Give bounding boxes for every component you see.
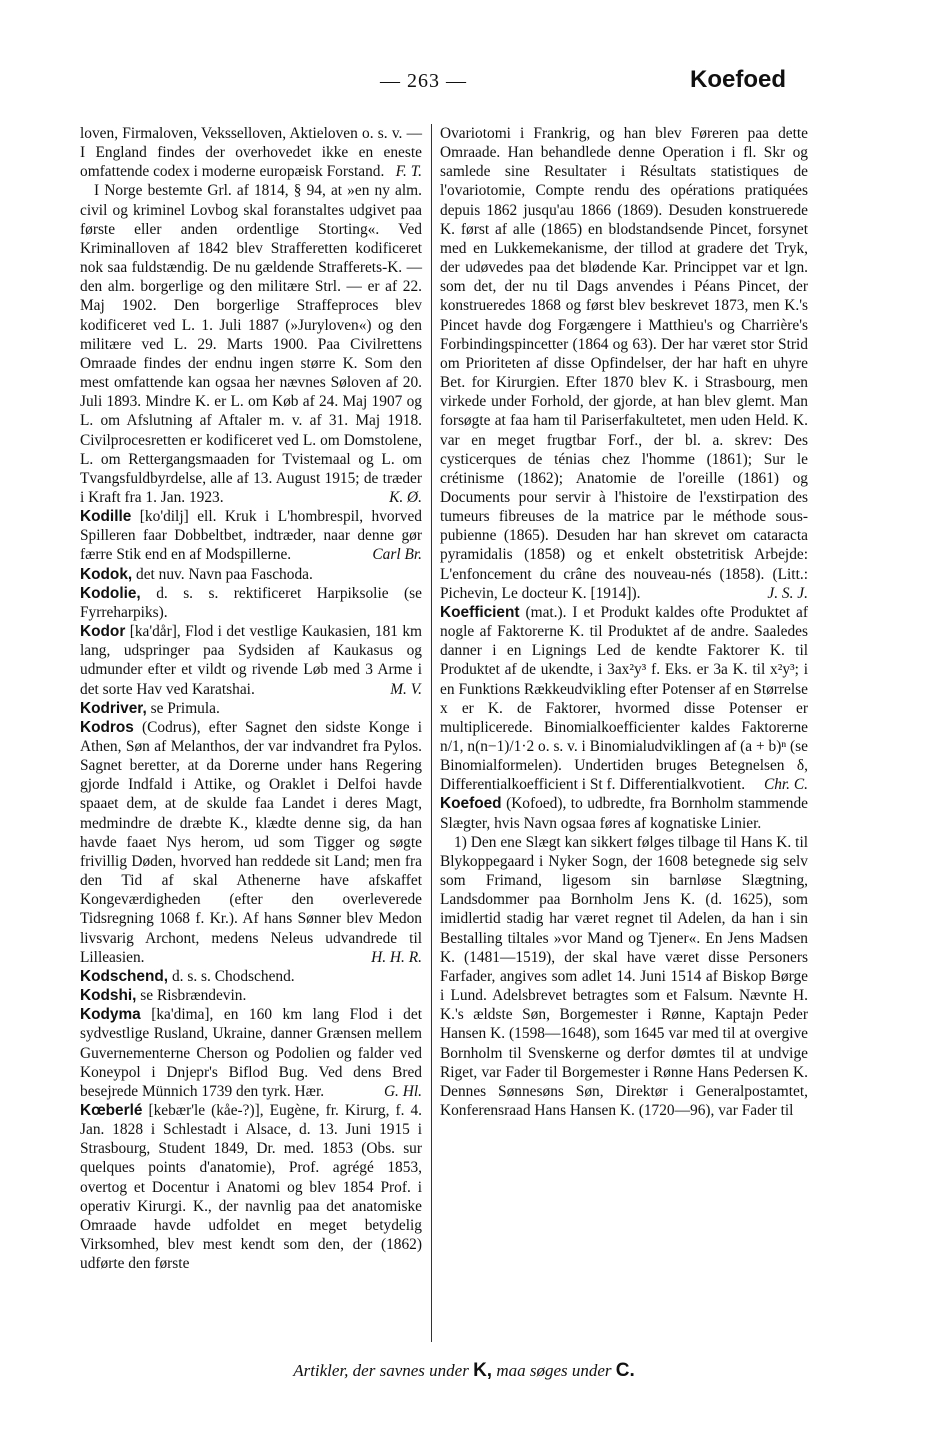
entry-koefficient: Koefficient (mat.). I et Produkt kaldes ofte Produktet af nogle af Faktorerne K. til Produktet af de andre. Saaledes danner i en Lignings Led de kendte Faktorer K. til Produktet af de ukendte, i 3ax²y³ f. Eks. er 3a K. til x²y³; i en Funktions Rækkeudvikling efter Potenser af en Størrelse x er K. de Faktorer, hvormed disse Potenser er multiplicerede. Binomialkoefficienter kaldes Faktorerne n/1, n(n−1)/1·2 o. s. v. i Binomialudviklingen af (a + b)ⁿ (se Binomialformelen). Undertiden bruges Betegnelsen δ, Differentialkoefficient i St f. Differentialkvotient. Chr. C. xyxy=(440,603,808,794)
paragraph-koefoed-1: 1) Den ene Slægt kan sikkert følges tilbage til Hans K. til Blykoppegaard i Nyker Sogn, der 1608 betegnede sig selv som Frimand, ligesom sin barnløse Slægtning, Landsdommer paa Bornholm Jens K. (d. 1625), som imidlertid stadig har været regnet til Adelen, da han i sin Bestalling tiltales »vor Mand og Tjener«. En Jens Madsen K. (1481—1519), der skal have været disse Personers Farfader, angives som adlet 14. Juni 1514 af Biskop Børge i Lund. Adelsbrevet betragtes som et Falsum. Nævnte H. K.'s ældste Søn, Borgemester i Rønne, Kaptajn Peder Hansen K. (1598—1648), som 1645 var med til at overgive Bornholm til Svenskerne og derfor dømtes til at undvige Riget, var Fader til Borgemester i Rønne Hans Pedersen K. Dennes Sønnesøns Søn, Direktør i Generalpostamtet, Konferensraad Hans Hansen K. (1720—96), var Fader til xyxy=(440,833,808,1119)
headword: Kœberlé xyxy=(80,1101,143,1119)
author-signature: H. H. R. xyxy=(371,948,422,966)
author-signature: G. Hl. xyxy=(383,1082,422,1100)
entry-kodok: Kodok, det nuv. Navn paa Faschoda. xyxy=(80,565,313,583)
headword: Koefoed xyxy=(440,795,502,813)
headword: Kodshi, xyxy=(80,987,137,1005)
headword: Koefficient xyxy=(440,603,520,621)
author-signature: M. V. xyxy=(390,680,422,698)
entry-koefoed: Koefoed (Kofoed), to udbredte, fra Bornholm stammende Slægter, hvis Navn ogsaa føres af kognatiske Linier. xyxy=(440,795,808,832)
entry-koeberle-continued: Ovariotomi i Frankrig, og han blev Føreren paa dette Omraade. Han behandlede denne Operation i fl. Skr og samlede sine Resultater i Résultats statistiques de l'ovariotomie, Compte rendu des opérations pratiquées depuis 1862 jusqu'au 1866 (1869). Desuden konstruerede K. først af alle (1865) en blodstandsende Pincet, forsynet med en Lukkemekanisme, der tillod at gradere det Tryk, der udøvedes paa det blødende Kar. Princippet var et lgn. som det, der nu til Dags anvendes i Péans Pincet, der konstrueredes 1868 og først blev beskrevet 1873, men K.'s Pincet havde dog Forgængere i Matthieu's og Charrière's Forbindingspincetter (1864 og 63). Der har været stor Strid om Prioriteten af disse Opfindelser, der har haft en uhyre Bet. for Kirurgien. Efter 1870 blev K. i Strasbourg, men virkede under Forhold, der gjorde, at han blev glemt. Man forsøgte at faa ham til Pariserfakultetet, men uden Held. K. var en meget frugtbar Forf., der bl. a. skrev: Des cysticerques de ténias chez l'homme (1861); Sur le crétinisme (1862); Anatomie de l'oreille (1861) og Documents pour servir à l'histoire de l'exstirpation des tumeurs fibreuses de la matrice par le méthode sous-pubienne (1865). Desuden har han skrevet om cataracta pyramidalis (1858) og et enkelt obstetritisk Arbejde: L'enfoncement du crâne des nouveau-nés (1858). (Litt.: Pichevin, Le docteur K. [1914]). J. S. J. xyxy=(440,125,808,602)
page-header xyxy=(0,66,928,100)
running-head: Koefoed xyxy=(690,66,786,93)
entry-kodolie: Kodolie, d. s. s. rektificeret Harpiksolie (se Fyrreharpiks). xyxy=(80,584,422,621)
headword: Kodolie, xyxy=(80,584,141,602)
entry-kodschend: Kodschend, d. s. s. Chodschend. xyxy=(80,967,295,985)
entry-kodor: Kodor [ka'dår], Flod i det vestlige Kaukasien, 181 km lang, udspringer paa Sydsiden af Kaukasus og udmunder efter et vildt og rivende Løb med 3 Arme i det sorte Hav ved Karatshai. M. V. xyxy=(80,623,423,698)
left-column xyxy=(80,124,422,1273)
headword: Kodok, xyxy=(80,565,133,583)
right-column xyxy=(440,124,808,1120)
headword: Kodschend, xyxy=(80,967,169,985)
headword: Kodor xyxy=(80,623,126,641)
author-signature: Carl Br. xyxy=(372,546,422,564)
headword: Kodriver, xyxy=(80,699,147,717)
headword: Kodyma xyxy=(80,1006,141,1024)
entry-kodshi: Kodshi, se Risbrændevin. xyxy=(80,987,247,1005)
headword: Kodille xyxy=(80,508,132,526)
page-number: — 263 — xyxy=(380,70,467,92)
entry-kodille: Kodille [ko'dilj] ell. Kruk i L'hombrespil, hvorved Spilleren faar Dobbeltbet, indtræder, naar denne gør færre Stik end en af Modspillerne. Carl Br. xyxy=(80,508,422,564)
author-signature: J. S. J. xyxy=(767,584,808,602)
entry-koeberle: Kœberlé [kebær'le (kåe-?)], Eugène, fr. Kirurg, f. 4. Jan. 1828 i Schlestadt i Alsace, d. 13. Juni 1915 i Strasbourg, Student 1849, Dr. med. 1853 (Obs. sur quelques points d'anatomie), Prof. agrégé 1853, overtog et Docentur i Anatomi og blev 1854 Prof. i operativ Kirurgi. K., der navnlig paa det anatomiske Omraade havde udfoldet en meget betydelig Virksomhed, blev mest kendt som den, der (1862) udførte den første xyxy=(80,1101,422,1273)
paragraph-norge: I Norge bestemte Grl. af 1814, § 94, at »en ny alm. civil og kriminel Lovbog skal foranstaltes udgivet paa første eller anden ordentlige Storting«. Ved Kriminalloven af 1842 blev Strafferetten kodificeret nok saa fuldstændig. De nu gældende Strafferets-K. — den alm. borgerlige og den militære Strl. — er af 22. Maj 1902. Den borgerlige Straffeproces blev kodificeret ved L. 1. Juli 1887 (»Juryloven«) og den militære ved L. 29. Marts 1900. Paa Civilrettens Omraade findes der endnu ingen større K. Som den mest omfattende kan ogsaa her nævnes Søloven af 20. Juli 1893. Mindre K. er L. om Køb af 24. Maj 1907 og L. om Afslutning af Aftaler m. v. af 31. Maj 1918. Civilprocesretten er kodificeret ved L. om Domstolene, L. om Rettergangsmaaden for Tvistemaal og L. om Tvangsfuldbyrdelse, alle af 13. August 1915; de træder i Kraft fra 1. Jan. 1923. K. Ø. xyxy=(80,182,422,506)
entry-intro: loven, Firmaloven, Veksselloven, Aktieloven o. s. v. — I England findes der overhovedet ikke en eneste omfattende codex i moderne europæisk Forstand. F. T. xyxy=(80,125,422,181)
entry-kodriver: Kodriver, se Primula. xyxy=(80,699,220,717)
author-signature: Chr. C. xyxy=(763,776,808,794)
entry-kodyma: Kodyma [ka'dima], en 160 km lang Flod i det sydvestlige Rusland, Ukraine, danner Grænsen mellem Guvernementerne Cherson og Podolien og falder ved Koneypol i Dnjepr's Biflod Bug. Ved dens Bred besejrede Münnich 1739 den tyrk. Hær. G. Hl. xyxy=(80,1006,422,1100)
entry-kodros: Kodros (Codrus), efter Sagnet den sidste Konge i Athen, Søn af Melanthos, der var indvandret fra Pylos. Sagnet beretter, at da Dorerne under hans Regering gjorde Indfald i Attike, og Oraklet i Delfoi havde spaaet dem, at de skulde faa Landet i deres Magt, medmindre de dræbte K., klædte denne sig, da han havde faaet Nys herom, ud som Tigger og søgte frivillig Døden, hvorved han reddede sit Land; men fra den Tid af skal Athenerne have afskaffet Kongeværdigheden (efter den overleverede Tidsregning 1068 f. Kr.). Af hans Sønner blev Medon livsvarig Archont, medens Neleus udvandrede til Lilleasien. H. H. R. xyxy=(80,718,422,966)
author-signature: K. Ø. xyxy=(389,488,422,506)
headword: Kodros xyxy=(80,718,134,736)
column-divider xyxy=(431,124,432,1342)
author-signature: F. T. xyxy=(395,163,422,181)
page-footer-note: Artikler, der savnes under K, maa søges under C. xyxy=(293,1360,635,1381)
